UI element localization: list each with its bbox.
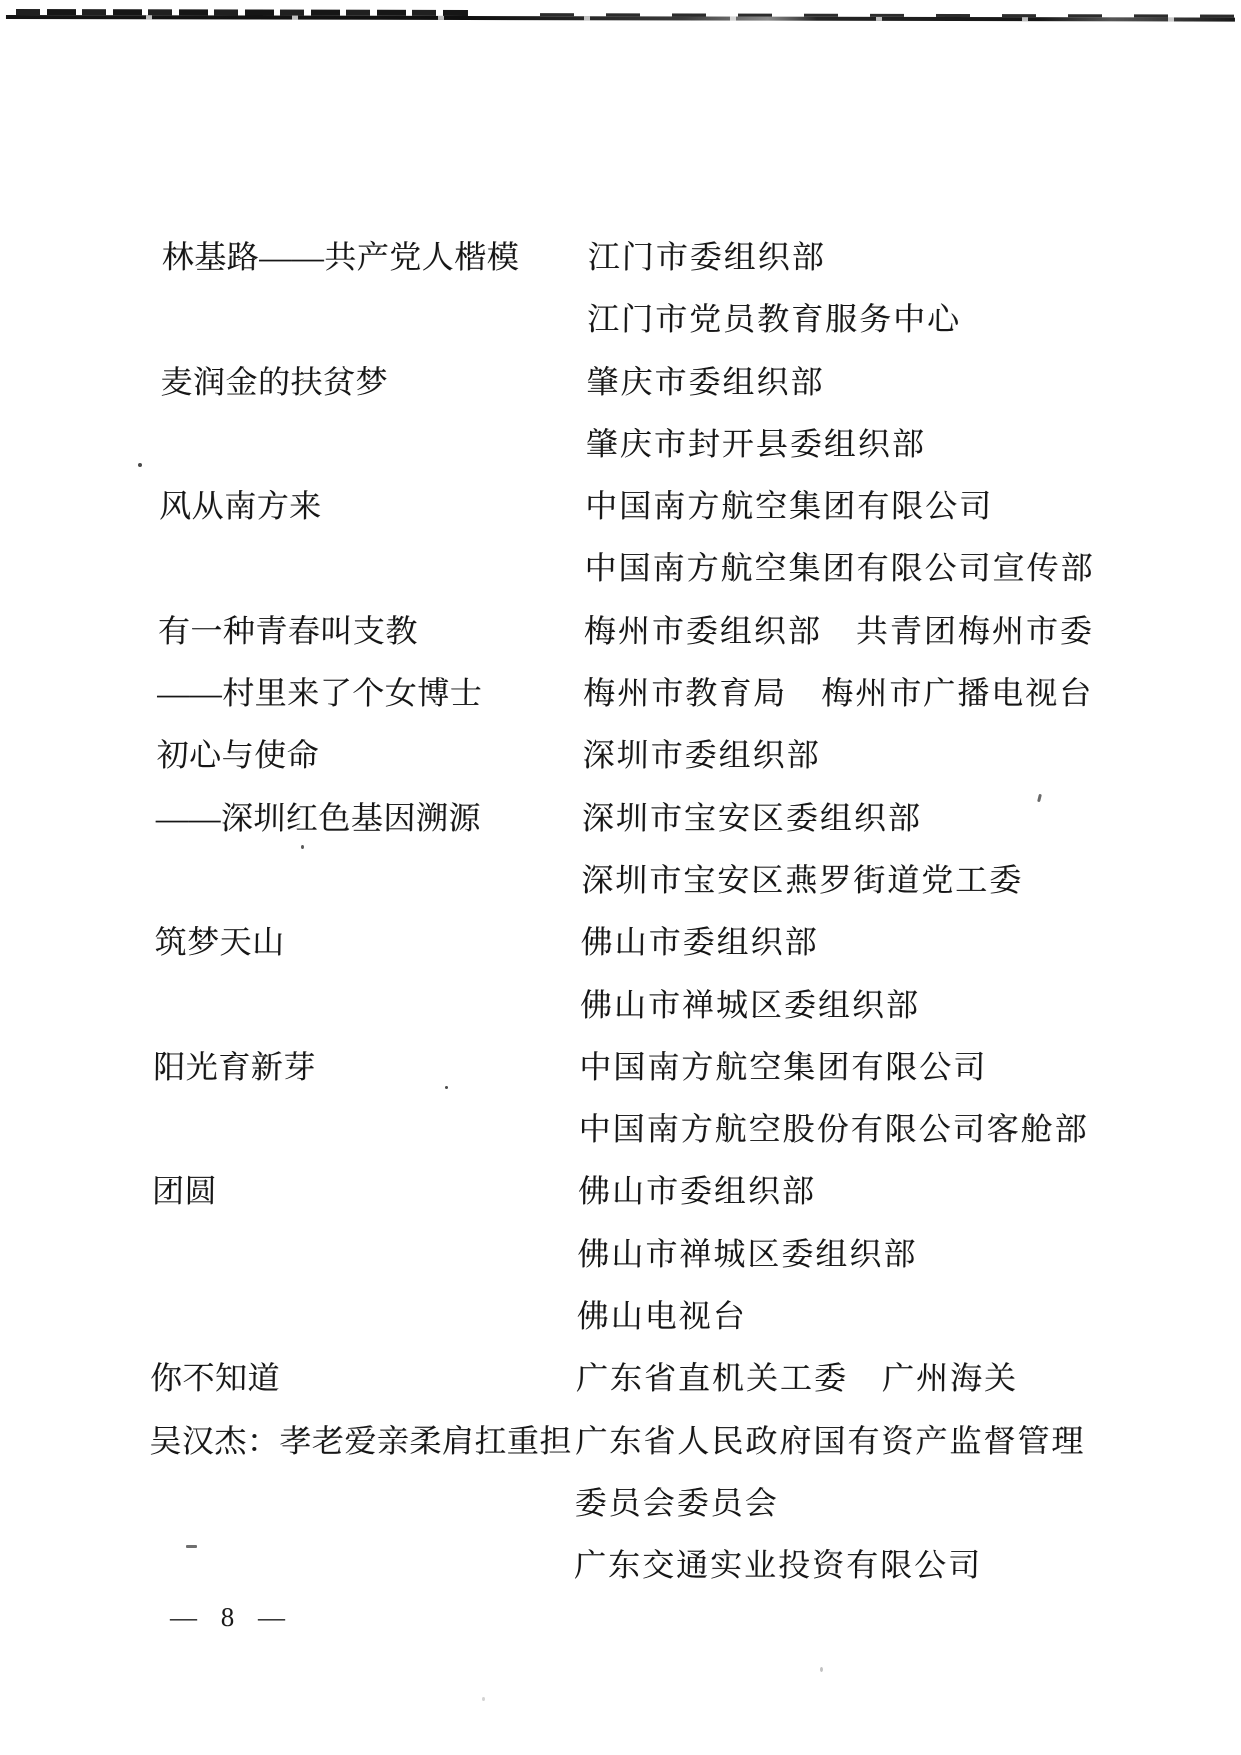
entry-row	[0, 1544, 1227, 1606]
entry-org: 肇庆市委组织部	[586, 363, 825, 400]
entry-row	[0, 797, 1235, 859]
entry-org: 广东省直机关工委 广州海关	[575, 1360, 1019, 1397]
entries-list	[0, 236, 1241, 1607]
scan-speck	[138, 463, 142, 467]
entry-row	[0, 1046, 1233, 1108]
entry-org: 中国南方航空集团有限公司	[584, 488, 994, 525]
entry-row	[0, 547, 1238, 609]
scan-artifact-line	[0, 0, 1241, 33]
entry-title: 吴汉杰：孝老爱亲柔肩扛重担	[149, 1422, 573, 1459]
entry-org: 广东省人民政府国有资产监督管理	[575, 1422, 1086, 1459]
entry-title: ——深圳红色基因溯源	[155, 799, 482, 836]
entry-row	[0, 1233, 1231, 1295]
entry-org: 梅州市教育局 梅州市广播电视台	[583, 675, 1094, 712]
entry-row	[0, 921, 1234, 983]
entry-title: 团圆	[151, 1173, 218, 1210]
entry-org: 佛山市委组织部	[580, 924, 819, 961]
entry-row	[0, 984, 1233, 1046]
entry-title: 筑梦天山	[154, 924, 285, 961]
entry-row	[0, 485, 1238, 547]
entry-row	[0, 298, 1240, 360]
entry-row	[0, 1108, 1232, 1170]
entry-org: 广东交通实业投资有限公司	[573, 1547, 983, 1584]
entry-row	[0, 610, 1237, 672]
entry-row	[0, 361, 1240, 423]
entry-row	[0, 1170, 1231, 1232]
entry-org: 江门市党员教育服务中心	[586, 301, 962, 338]
scan-speck	[186, 1545, 197, 1548]
page-number: — 8 —	[170, 1602, 286, 1632]
entry-row	[0, 1420, 1229, 1482]
entry-org: 深圳市宝安区燕罗街道党工委	[581, 861, 1024, 898]
entry-title: 阳光育新芽	[153, 1048, 317, 1085]
entry-title: 麦润金的扶贫梦	[160, 363, 389, 400]
entry-org: 深圳市宝安区委组织部	[581, 799, 923, 836]
entry-org: 中国南方航空集团有限公司宣传部	[584, 550, 1095, 587]
entry-org: 深圳市委组织部	[582, 737, 821, 774]
entry-row	[0, 734, 1236, 796]
scan-speck	[482, 1697, 485, 1701]
entry-org: 佛山电视台	[576, 1298, 747, 1335]
entry-org: 梅州市委组织部 共青团梅州市委	[583, 612, 1095, 649]
entry-row	[0, 1295, 1230, 1357]
entry-org: 佛山市委组织部	[577, 1173, 817, 1210]
scan-speck	[820, 1667, 823, 1672]
entry-org: 佛山市禅城区委组织部	[579, 986, 921, 1023]
scan-speck	[445, 1086, 448, 1089]
entry-org: 中国南方航空股份有限公司客舱部	[578, 1111, 1089, 1148]
entry-org: 委员会委员会	[574, 1484, 779, 1521]
entry-row	[0, 423, 1239, 485]
entry-title: 你不知道	[149, 1360, 281, 1397]
entry-title: 初心与使命	[156, 737, 320, 774]
entry-title: 风从南方来	[158, 488, 322, 525]
entry-title: 林基路——共产党人楷模	[161, 239, 520, 275]
entry-title: 有一种青春叫支教	[157, 612, 419, 649]
entry-org: 中国南方航空集团有限公司	[579, 1048, 988, 1085]
scan-speck	[301, 845, 304, 849]
entry-title: ——村里来了个女博士	[157, 675, 483, 712]
entry-row	[0, 859, 1234, 921]
entry-row	[0, 236, 1241, 298]
entry-row	[0, 1482, 1228, 1544]
entry-org: 肇庆市封开县委组织部	[585, 425, 927, 462]
entry-row	[0, 1357, 1229, 1419]
entry-org: 佛山市禅城区委组织部	[577, 1235, 918, 1272]
entry-row	[0, 672, 1236, 734]
entry-org: 江门市委组织部	[587, 239, 826, 275]
